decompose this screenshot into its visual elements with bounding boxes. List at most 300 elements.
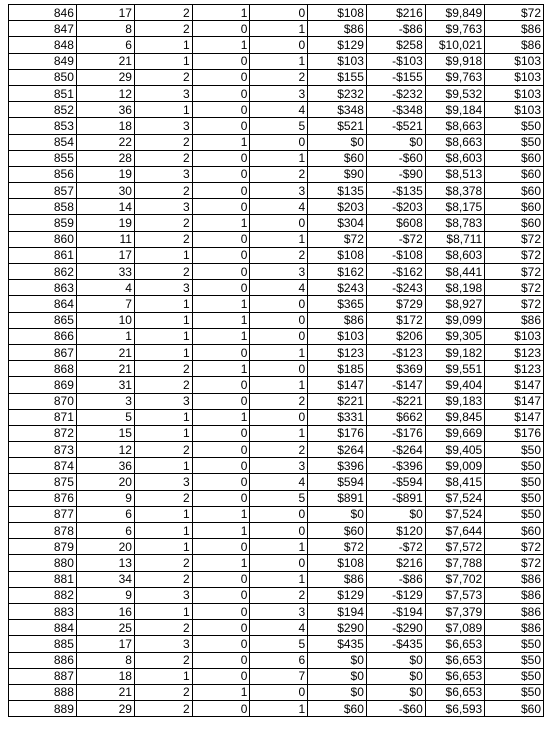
cell-col-g[interactable]: -$232 xyxy=(366,85,425,101)
cell-col-e[interactable]: 4 xyxy=(250,102,308,118)
cell-row-index[interactable]: 856 xyxy=(9,166,77,182)
cell-col-f[interactable]: $594 xyxy=(308,474,367,490)
cell-col-c[interactable]: 2 xyxy=(134,150,192,166)
cell-col-d[interactable]: 1 xyxy=(192,5,250,21)
cell-col-g[interactable]: $0 xyxy=(366,684,425,700)
cell-col-d[interactable]: 1 xyxy=(192,555,250,571)
cell-col-b[interactable]: 31 xyxy=(76,377,134,393)
cell-col-h[interactable]: $9,845 xyxy=(425,409,484,425)
cell-col-e[interactable]: 1 xyxy=(250,231,308,247)
cell-col-d[interactable]: 0 xyxy=(192,652,250,668)
cell-col-h[interactable]: $9,184 xyxy=(425,102,484,118)
cell-col-h[interactable]: $7,788 xyxy=(425,555,484,571)
cell-col-h[interactable]: $6,653 xyxy=(425,684,484,700)
cell-col-g[interactable]: $662 xyxy=(366,409,425,425)
cell-col-i[interactable]: $123 xyxy=(485,344,544,360)
cell-col-f[interactable]: $108 xyxy=(308,5,367,21)
cell-col-i[interactable]: $103 xyxy=(485,53,544,69)
cell-col-b[interactable]: 18 xyxy=(76,668,134,684)
cell-col-g[interactable]: $0 xyxy=(366,506,425,522)
cell-col-d[interactable]: 0 xyxy=(192,344,250,360)
cell-col-e[interactable]: 0 xyxy=(250,215,308,231)
cell-col-i[interactable]: $60 xyxy=(485,523,544,539)
cell-col-b[interactable]: 3 xyxy=(76,393,134,409)
cell-col-b[interactable]: 34 xyxy=(76,571,134,587)
cell-col-h[interactable]: $9,551 xyxy=(425,361,484,377)
cell-row-index[interactable]: 850 xyxy=(9,69,77,85)
cell-col-f[interactable]: $147 xyxy=(308,377,367,393)
cell-col-b[interactable]: 19 xyxy=(76,215,134,231)
cell-col-f[interactable]: $396 xyxy=(308,458,367,474)
cell-col-c[interactable]: 1 xyxy=(134,296,192,312)
cell-col-i[interactable]: $50 xyxy=(485,442,544,458)
cell-col-g[interactable]: -$396 xyxy=(366,458,425,474)
cell-col-f[interactable]: $135 xyxy=(308,183,367,199)
cell-col-b[interactable]: 21 xyxy=(76,53,134,69)
cell-col-d[interactable]: 1 xyxy=(192,312,250,328)
cell-col-b[interactable]: 17 xyxy=(76,5,134,21)
cell-col-b[interactable]: 29 xyxy=(76,701,134,717)
cell-col-i[interactable]: $86 xyxy=(485,603,544,619)
cell-col-h[interactable]: $7,572 xyxy=(425,539,484,555)
cell-col-e[interactable]: 0 xyxy=(250,5,308,21)
cell-col-f[interactable]: $72 xyxy=(308,231,367,247)
cell-col-c[interactable]: 3 xyxy=(134,166,192,182)
cell-col-d[interactable]: 1 xyxy=(192,328,250,344)
cell-col-h[interactable]: $8,441 xyxy=(425,264,484,280)
cell-col-h[interactable]: $9,182 xyxy=(425,344,484,360)
cell-col-f[interactable]: $891 xyxy=(308,490,367,506)
cell-col-b[interactable]: 15 xyxy=(76,425,134,441)
cell-col-i[interactable]: $60 xyxy=(485,199,544,215)
cell-col-c[interactable]: 3 xyxy=(134,199,192,215)
cell-col-b[interactable]: 36 xyxy=(76,458,134,474)
cell-col-h[interactable]: $9,532 xyxy=(425,85,484,101)
cell-col-f[interactable]: $243 xyxy=(308,280,367,296)
cell-col-b[interactable]: 11 xyxy=(76,231,134,247)
cell-col-b[interactable]: 6 xyxy=(76,506,134,522)
cell-col-f[interactable]: $0 xyxy=(308,652,367,668)
cell-col-d[interactable]: 0 xyxy=(192,701,250,717)
cell-col-f[interactable]: $365 xyxy=(308,296,367,312)
cell-col-b[interactable]: 8 xyxy=(76,652,134,668)
cell-col-e[interactable]: 5 xyxy=(250,636,308,652)
cell-col-d[interactable]: 0 xyxy=(192,166,250,182)
cell-col-e[interactable]: 1 xyxy=(250,344,308,360)
cell-col-i[interactable]: $86 xyxy=(485,620,544,636)
cell-col-c[interactable]: 3 xyxy=(134,280,192,296)
cell-col-c[interactable]: 1 xyxy=(134,603,192,619)
cell-row-index[interactable]: 851 xyxy=(9,85,77,101)
cell-col-i[interactable]: $86 xyxy=(485,571,544,587)
cell-col-d[interactable]: 0 xyxy=(192,668,250,684)
cell-col-g[interactable]: -$72 xyxy=(366,231,425,247)
cell-row-index[interactable]: 876 xyxy=(9,490,77,506)
cell-col-g[interactable]: -$86 xyxy=(366,21,425,37)
cell-col-c[interactable]: 3 xyxy=(134,587,192,603)
cell-col-h[interactable]: $9,918 xyxy=(425,53,484,69)
cell-row-index[interactable]: 878 xyxy=(9,523,77,539)
cell-col-h[interactable]: $8,663 xyxy=(425,118,484,134)
cell-row-index[interactable]: 857 xyxy=(9,183,77,199)
cell-col-g[interactable]: $0 xyxy=(366,652,425,668)
cell-col-h[interactable]: $8,927 xyxy=(425,296,484,312)
cell-col-h[interactable]: $7,089 xyxy=(425,620,484,636)
cell-col-h[interactable]: $8,175 xyxy=(425,199,484,215)
cell-col-d[interactable]: 0 xyxy=(192,231,250,247)
cell-col-e[interactable]: 3 xyxy=(250,603,308,619)
cell-col-i[interactable]: $86 xyxy=(485,37,544,53)
cell-col-i[interactable]: $72 xyxy=(485,296,544,312)
cell-col-d[interactable]: 1 xyxy=(192,296,250,312)
cell-col-f[interactable]: $232 xyxy=(308,85,367,101)
cell-col-b[interactable]: 19 xyxy=(76,166,134,182)
cell-col-d[interactable]: 1 xyxy=(192,506,250,522)
cell-row-index[interactable]: 888 xyxy=(9,684,77,700)
cell-col-e[interactable]: 7 xyxy=(250,668,308,684)
cell-col-h[interactable]: $8,663 xyxy=(425,134,484,150)
cell-col-g[interactable]: -$72 xyxy=(366,539,425,555)
cell-col-h[interactable]: $8,378 xyxy=(425,183,484,199)
cell-col-e[interactable]: 0 xyxy=(250,328,308,344)
cell-col-d[interactable]: 0 xyxy=(192,150,250,166)
cell-col-d[interactable]: 0 xyxy=(192,247,250,263)
cell-col-c[interactable]: 3 xyxy=(134,118,192,134)
cell-col-f[interactable]: $103 xyxy=(308,53,367,69)
cell-row-index[interactable]: 873 xyxy=(9,442,77,458)
cell-col-i[interactable]: $147 xyxy=(485,377,544,393)
cell-row-index[interactable]: 859 xyxy=(9,215,77,231)
cell-col-f[interactable]: $60 xyxy=(308,150,367,166)
cell-col-g[interactable]: -$155 xyxy=(366,69,425,85)
cell-col-c[interactable]: 2 xyxy=(134,231,192,247)
cell-col-e[interactable]: 5 xyxy=(250,118,308,134)
cell-col-d[interactable]: 1 xyxy=(192,684,250,700)
cell-col-g[interactable]: -$290 xyxy=(366,620,425,636)
cell-col-g[interactable]: -$103 xyxy=(366,53,425,69)
cell-col-c[interactable]: 1 xyxy=(134,53,192,69)
cell-col-g[interactable]: -$264 xyxy=(366,442,425,458)
cell-col-h[interactable]: $9,763 xyxy=(425,21,484,37)
cell-row-index[interactable]: 871 xyxy=(9,409,77,425)
cell-col-d[interactable]: 0 xyxy=(192,377,250,393)
cell-col-e[interactable]: 4 xyxy=(250,199,308,215)
cell-col-b[interactable]: 18 xyxy=(76,118,134,134)
cell-col-b[interactable]: 28 xyxy=(76,150,134,166)
cell-col-f[interactable]: $86 xyxy=(308,571,367,587)
cell-col-g[interactable]: -$594 xyxy=(366,474,425,490)
cell-col-c[interactable]: 1 xyxy=(134,328,192,344)
cell-col-g[interactable]: $608 xyxy=(366,215,425,231)
cell-col-f[interactable]: $60 xyxy=(308,701,367,717)
cell-col-f[interactable]: $72 xyxy=(308,539,367,555)
cell-col-f[interactable]: $194 xyxy=(308,603,367,619)
cell-col-f[interactable]: $123 xyxy=(308,344,367,360)
cell-col-c[interactable]: 3 xyxy=(134,393,192,409)
cell-col-d[interactable]: 0 xyxy=(192,280,250,296)
cell-col-e[interactable]: 1 xyxy=(250,425,308,441)
cell-col-i[interactable]: $50 xyxy=(485,118,544,134)
cell-col-b[interactable]: 16 xyxy=(76,603,134,619)
cell-col-e[interactable]: 1 xyxy=(250,53,308,69)
cell-col-g[interactable]: -$891 xyxy=(366,490,425,506)
cell-col-f[interactable]: $90 xyxy=(308,166,367,182)
cell-row-index[interactable]: 852 xyxy=(9,102,77,118)
cell-col-i[interactable]: $103 xyxy=(485,69,544,85)
cell-col-c[interactable]: 2 xyxy=(134,69,192,85)
cell-col-b[interactable]: 21 xyxy=(76,344,134,360)
cell-col-b[interactable]: 1 xyxy=(76,328,134,344)
cell-col-g[interactable]: -$86 xyxy=(366,571,425,587)
cell-col-b[interactable]: 9 xyxy=(76,587,134,603)
cell-col-e[interactable]: 2 xyxy=(250,69,308,85)
cell-col-f[interactable]: $0 xyxy=(308,134,367,150)
cell-col-b[interactable]: 21 xyxy=(76,684,134,700)
cell-col-b[interactable]: 6 xyxy=(76,37,134,53)
cell-col-b[interactable]: 33 xyxy=(76,264,134,280)
cell-col-b[interactable]: 7 xyxy=(76,296,134,312)
cell-col-d[interactable]: 0 xyxy=(192,539,250,555)
cell-col-c[interactable]: 2 xyxy=(134,183,192,199)
cell-col-h[interactable]: $9,009 xyxy=(425,458,484,474)
cell-col-c[interactable]: 1 xyxy=(134,409,192,425)
cell-col-c[interactable]: 2 xyxy=(134,571,192,587)
cell-col-d[interactable]: 0 xyxy=(192,474,250,490)
cell-col-g[interactable]: -$60 xyxy=(366,150,425,166)
cell-col-e[interactable]: 4 xyxy=(250,474,308,490)
cell-col-c[interactable]: 1 xyxy=(134,247,192,263)
cell-row-index[interactable]: 847 xyxy=(9,21,77,37)
cell-col-i[interactable]: $50 xyxy=(485,668,544,684)
cell-col-g[interactable]: -$108 xyxy=(366,247,425,263)
cell-col-i[interactable]: $60 xyxy=(485,701,544,717)
cell-col-e[interactable]: 0 xyxy=(250,555,308,571)
cell-col-i[interactable]: $50 xyxy=(485,506,544,522)
cell-col-c[interactable]: 1 xyxy=(134,458,192,474)
cell-col-b[interactable]: 29 xyxy=(76,69,134,85)
cell-col-b[interactable]: 17 xyxy=(76,247,134,263)
cell-col-h[interactable]: $6,653 xyxy=(425,668,484,684)
cell-col-e[interactable]: 0 xyxy=(250,361,308,377)
cell-col-i[interactable]: $72 xyxy=(485,264,544,280)
cell-col-f[interactable]: $0 xyxy=(308,506,367,522)
cell-col-h[interactable]: $6,593 xyxy=(425,701,484,717)
cell-col-c[interactable]: 2 xyxy=(134,361,192,377)
cell-col-d[interactable]: 0 xyxy=(192,458,250,474)
cell-col-g[interactable]: -$348 xyxy=(366,102,425,118)
cell-row-index[interactable]: 880 xyxy=(9,555,77,571)
cell-col-g[interactable]: -$243 xyxy=(366,280,425,296)
cell-col-g[interactable]: -$435 xyxy=(366,636,425,652)
cell-col-i[interactable]: $86 xyxy=(485,21,544,37)
cell-col-f[interactable]: $521 xyxy=(308,118,367,134)
cell-col-h[interactable]: $7,702 xyxy=(425,571,484,587)
cell-col-d[interactable]: 0 xyxy=(192,21,250,37)
cell-col-h[interactable]: $7,379 xyxy=(425,603,484,619)
cell-row-index[interactable]: 869 xyxy=(9,377,77,393)
cell-col-c[interactable]: 2 xyxy=(134,442,192,458)
cell-row-index[interactable]: 872 xyxy=(9,425,77,441)
cell-row-index[interactable]: 887 xyxy=(9,668,77,684)
cell-col-i[interactable]: $72 xyxy=(485,539,544,555)
cell-row-index[interactable]: 846 xyxy=(9,5,77,21)
cell-col-g[interactable]: -$194 xyxy=(366,603,425,619)
cell-col-g[interactable]: -$129 xyxy=(366,587,425,603)
cell-row-index[interactable]: 868 xyxy=(9,361,77,377)
cell-col-g[interactable]: $369 xyxy=(366,361,425,377)
cell-col-i[interactable]: $50 xyxy=(485,474,544,490)
cell-col-b[interactable]: 10 xyxy=(76,312,134,328)
cell-col-c[interactable]: 2 xyxy=(134,555,192,571)
cell-col-f[interactable]: $86 xyxy=(308,312,367,328)
cell-col-f[interactable]: $290 xyxy=(308,620,367,636)
cell-col-f[interactable]: $221 xyxy=(308,393,367,409)
cell-col-d[interactable]: 0 xyxy=(192,393,250,409)
cell-col-f[interactable]: $0 xyxy=(308,684,367,700)
cell-col-i[interactable]: $103 xyxy=(485,102,544,118)
cell-row-index[interactable]: 861 xyxy=(9,247,77,263)
cell-col-i[interactable]: $147 xyxy=(485,409,544,425)
cell-col-h[interactable]: $7,573 xyxy=(425,587,484,603)
cell-col-b[interactable]: 12 xyxy=(76,85,134,101)
cell-col-c[interactable]: 1 xyxy=(134,102,192,118)
cell-row-index[interactable]: 855 xyxy=(9,150,77,166)
cell-col-c[interactable]: 2 xyxy=(134,684,192,700)
cell-col-g[interactable]: $216 xyxy=(366,555,425,571)
cell-col-c[interactable]: 1 xyxy=(134,668,192,684)
cell-col-f[interactable]: $108 xyxy=(308,555,367,571)
cell-row-index[interactable]: 860 xyxy=(9,231,77,247)
cell-col-h[interactable]: $6,653 xyxy=(425,652,484,668)
cell-col-c[interactable]: 2 xyxy=(134,215,192,231)
cell-col-e[interactable]: 3 xyxy=(250,458,308,474)
cell-col-c[interactable]: 3 xyxy=(134,85,192,101)
cell-col-d[interactable]: 0 xyxy=(192,199,250,215)
cell-col-f[interactable]: $264 xyxy=(308,442,367,458)
cell-row-index[interactable]: 889 xyxy=(9,701,77,717)
cell-col-f[interactable]: $0 xyxy=(308,668,367,684)
cell-col-g[interactable]: -$521 xyxy=(366,118,425,134)
cell-col-c[interactable]: 1 xyxy=(134,37,192,53)
cell-col-h[interactable]: $9,669 xyxy=(425,425,484,441)
cell-col-d[interactable]: 0 xyxy=(192,264,250,280)
cell-col-h[interactable]: $8,711 xyxy=(425,231,484,247)
cell-row-index[interactable]: 870 xyxy=(9,393,77,409)
cell-row-index[interactable]: 867 xyxy=(9,344,77,360)
cell-col-i[interactable]: $50 xyxy=(485,458,544,474)
cell-row-index[interactable]: 879 xyxy=(9,539,77,555)
cell-col-e[interactable]: 4 xyxy=(250,620,308,636)
cell-col-f[interactable]: $103 xyxy=(308,328,367,344)
cell-col-h[interactable]: $7,524 xyxy=(425,490,484,506)
cell-col-e[interactable]: 6 xyxy=(250,652,308,668)
cell-col-i[interactable]: $86 xyxy=(485,587,544,603)
cell-col-g[interactable]: -$90 xyxy=(366,166,425,182)
cell-col-d[interactable]: 0 xyxy=(192,425,250,441)
cell-col-e[interactable]: 2 xyxy=(250,393,308,409)
cell-col-d[interactable]: 0 xyxy=(192,603,250,619)
cell-col-f[interactable]: $331 xyxy=(308,409,367,425)
cell-col-g[interactable]: -$221 xyxy=(366,393,425,409)
cell-row-index[interactable]: 886 xyxy=(9,652,77,668)
cell-col-g[interactable]: -$176 xyxy=(366,425,425,441)
cell-col-d[interactable]: 0 xyxy=(192,620,250,636)
cell-col-h[interactable]: $9,305 xyxy=(425,328,484,344)
cell-col-c[interactable]: 2 xyxy=(134,620,192,636)
cell-row-index[interactable]: 865 xyxy=(9,312,77,328)
cell-col-e[interactable]: 1 xyxy=(250,701,308,717)
cell-col-c[interactable]: 1 xyxy=(134,539,192,555)
cell-col-i[interactable]: $123 xyxy=(485,361,544,377)
cell-col-e[interactable]: 0 xyxy=(250,296,308,312)
cell-col-b[interactable]: 21 xyxy=(76,361,134,377)
cell-col-f[interactable]: $176 xyxy=(308,425,367,441)
cell-col-d[interactable]: 1 xyxy=(192,523,250,539)
cell-col-c[interactable]: 2 xyxy=(134,264,192,280)
cell-col-d[interactable]: 0 xyxy=(192,69,250,85)
cell-col-c[interactable]: 2 xyxy=(134,134,192,150)
cell-col-b[interactable]: 5 xyxy=(76,409,134,425)
cell-col-d[interactable]: 1 xyxy=(192,361,250,377)
cell-col-g[interactable]: $172 xyxy=(366,312,425,328)
cell-col-f[interactable]: $86 xyxy=(308,21,367,37)
cell-col-e[interactable]: 1 xyxy=(250,150,308,166)
cell-col-e[interactable]: 1 xyxy=(250,377,308,393)
cell-col-h[interactable]: $8,603 xyxy=(425,150,484,166)
cell-col-f[interactable]: $348 xyxy=(308,102,367,118)
cell-col-h[interactable]: $9,763 xyxy=(425,69,484,85)
cell-col-f[interactable]: $203 xyxy=(308,199,367,215)
cell-col-h[interactable]: $9,405 xyxy=(425,442,484,458)
cell-col-b[interactable]: 36 xyxy=(76,102,134,118)
cell-col-c[interactable]: 3 xyxy=(134,636,192,652)
cell-col-f[interactable]: $435 xyxy=(308,636,367,652)
cell-col-e[interactable]: 3 xyxy=(250,85,308,101)
cell-col-c[interactable]: 2 xyxy=(134,652,192,668)
cell-col-f[interactable]: $155 xyxy=(308,69,367,85)
cell-col-i[interactable]: $72 xyxy=(485,5,544,21)
cell-row-index[interactable]: 848 xyxy=(9,37,77,53)
cell-col-d[interactable]: 0 xyxy=(192,442,250,458)
cell-col-c[interactable]: 2 xyxy=(134,490,192,506)
cell-col-b[interactable]: 12 xyxy=(76,442,134,458)
cell-row-index[interactable]: 853 xyxy=(9,118,77,134)
cell-col-b[interactable]: 4 xyxy=(76,280,134,296)
cell-row-index[interactable]: 881 xyxy=(9,571,77,587)
cell-col-d[interactable]: 0 xyxy=(192,118,250,134)
cell-col-i[interactable]: $50 xyxy=(485,490,544,506)
cell-col-b[interactable]: 17 xyxy=(76,636,134,652)
cell-col-c[interactable]: 2 xyxy=(134,5,192,21)
cell-row-index[interactable]: 866 xyxy=(9,328,77,344)
cell-row-index[interactable]: 875 xyxy=(9,474,77,490)
cell-col-i[interactable]: $50 xyxy=(485,652,544,668)
cell-col-c[interactable]: 3 xyxy=(134,474,192,490)
cell-col-e[interactable]: 0 xyxy=(250,134,308,150)
cell-col-c[interactable]: 1 xyxy=(134,506,192,522)
cell-col-i[interactable]: $103 xyxy=(485,85,544,101)
cell-row-index[interactable]: 864 xyxy=(9,296,77,312)
cell-row-index[interactable]: 885 xyxy=(9,636,77,652)
cell-col-i[interactable]: $50 xyxy=(485,684,544,700)
cell-col-c[interactable]: 2 xyxy=(134,21,192,37)
cell-col-h[interactable]: $9,849 xyxy=(425,5,484,21)
cell-col-i[interactable]: $86 xyxy=(485,312,544,328)
cell-col-g[interactable]: $0 xyxy=(366,134,425,150)
cell-col-e[interactable]: 0 xyxy=(250,409,308,425)
cell-col-i[interactable]: $60 xyxy=(485,150,544,166)
cell-col-f[interactable]: $185 xyxy=(308,361,367,377)
